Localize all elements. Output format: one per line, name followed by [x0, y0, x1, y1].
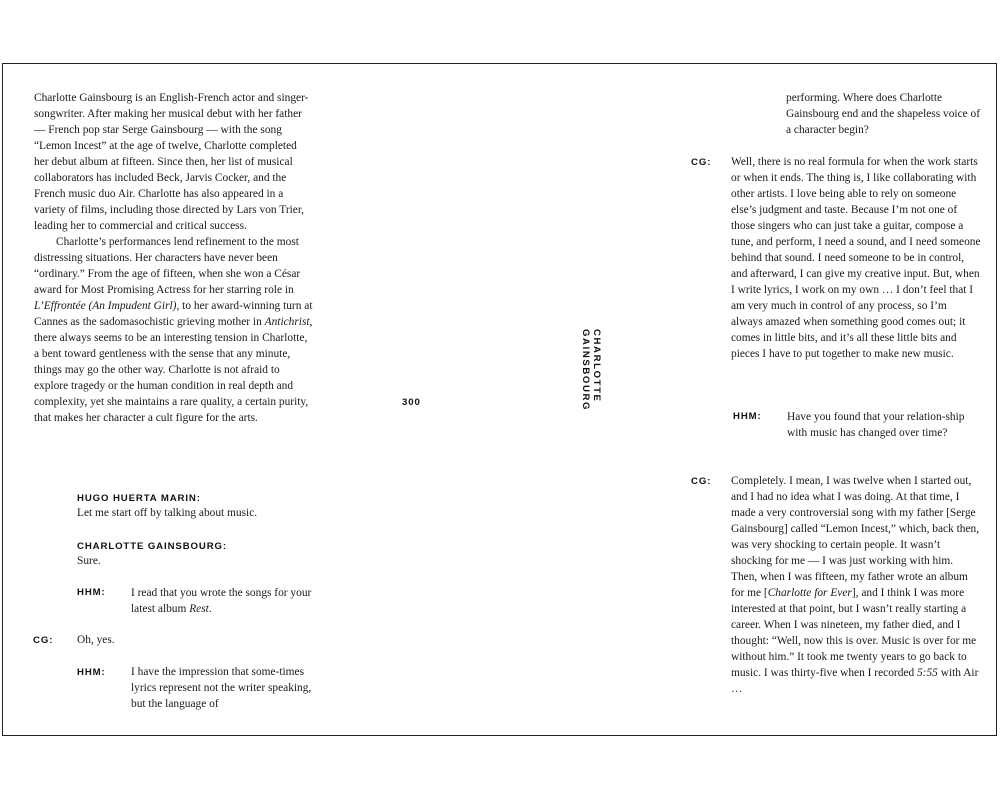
- cg-answer-3-part-b: ], and I think I was more interested at that point, but I wasn’t really starting a career. When I was nineteen, my father died, and I thought: “Well, now this is over. Music is over for me without him.” It took me twenty years to go back to music. I was thirty-five when I recorded: [731, 587, 977, 679]
- cg-answer-3: [731, 473, 981, 697]
- intro-paragraph-1: Charlotte Gainsbourg is an English-French actor and singer-songwriter. After making her musical debut with her father — French pop star Serge Gainsbourg — with the song “Lemon Incest” at the age of twelve, Charlotte completed her debut album at fifteen. Since then, her list of musical collaborators has included Beck, Jarvis Cocker, and the French music duo Air. Charlotte has also appeared in a variety of films, including those directed by Lars von Trier, leading her to commercial and critical success.: [34, 92, 309, 232]
- speaker-label-hhm: HHM:: [733, 411, 762, 422]
- subject-label: CHARLOTTE GAINSBOURG:: [77, 541, 228, 552]
- speaker-label-cg: CG:: [691, 476, 712, 487]
- intro-text: [34, 90, 314, 426]
- speaker-label-hhm: HHM:: [77, 667, 106, 678]
- hhm-question-2: I have the impression that some-times lyrics represent not the writer speaking, but the language of: [131, 666, 312, 710]
- page-number: 300: [402, 397, 421, 408]
- intro-paragraph-2: [34, 234, 314, 426]
- interviewer-label: HUGO HUERTA MARIN:: [77, 493, 201, 504]
- hhm-question-1-end: .: [208, 603, 212, 615]
- interviewer-line: Let me start off by talking about music.: [77, 507, 258, 519]
- cg-answer-3-part-c: with Air …: [731, 667, 979, 695]
- hhm-question-1-text: I read that you wrote the songs for your latest album: [131, 587, 312, 615]
- subject-line: Sure.: [77, 555, 101, 567]
- hhm-question-1: [131, 585, 321, 617]
- film-title-effrontee: L’Effrontée (An Impudent Girl): [34, 300, 177, 312]
- album-title-555: 5:55: [916, 667, 938, 679]
- cg-answer-3-part-a: Completely. I mean, I was twelve when I started out, and I had no idea what I was doing. At that time, I made a very controversial song with my father [Serge Gainsbourg] called “Lemon Incest,” which, back then, was very shocking to certain people. It wasn’t shocking for me — I was just working with him. Then, when I was fifteen, my father wrote an album for me [: [731, 475, 980, 599]
- intro-p2-part-b: , to her award-winning turn at Cannes as the sadomasochistic grieving mother in: [34, 300, 313, 328]
- speaker-label-hhm: HHM:: [77, 587, 106, 598]
- hhm-question-2-continued: performing. Where does Charlotte Gainsbourg end and the shapeless voice of a character begin?: [786, 92, 981, 136]
- hhm-question-3: Have you found that your relation-ship with music has changed over time?: [787, 411, 965, 439]
- cg-answer-1: Oh, yes.: [77, 634, 115, 646]
- album-title-rest: Rest: [189, 603, 209, 615]
- cg-answer-2: Well, there is no real formula for when the work starts or when it ends. The thing is, I like collaborating with other artists. I love being able to rely on someone else’s judgment and taste. Because I’m not one of those singers who can just take a guitar, compose a tune, and perform, I need a sound, and I need someone behind that sound. I need someone to be in control, and afterward, I can give my creative input. But, when I write lyrics, I work on my own … I don’t feel that I am very much in control of any process, so I’m always amazed when something good comes out; it comes in little bits, and it’s all these little bits and pieces I have to put together to make new music.: [731, 156, 981, 360]
- speaker-label-cg: CG:: [691, 157, 712, 168]
- book-spread: [2, 63, 997, 736]
- film-title-antichrist: Antichrist: [264, 316, 310, 328]
- intro-p2-part-a: Charlotte’s performances lend refinement to the most distressing situations. Her characters have never been “ordinary.” From the age of fifteen, when she won a César award for Most Promising Actress for her starring role in: [34, 236, 301, 296]
- intro-p2-part-c: , there always seems to be an interesting tension in Charlotte, a bent toward gentleness with the sense that any minute, things may go the other way. Charlotte is not afraid to explore tragedy or the human condition in real depth and complexity, yet she maintains a rare quality, a certain purity, that makes her character a cult figure for the arts.: [34, 316, 313, 424]
- speaker-label-cg: CG:: [33, 635, 54, 646]
- album-title-charlotte-for-ever: Charlotte for Ever: [767, 587, 852, 599]
- running-head: CHARLOTTE GAINSBOURG: [580, 329, 602, 412]
